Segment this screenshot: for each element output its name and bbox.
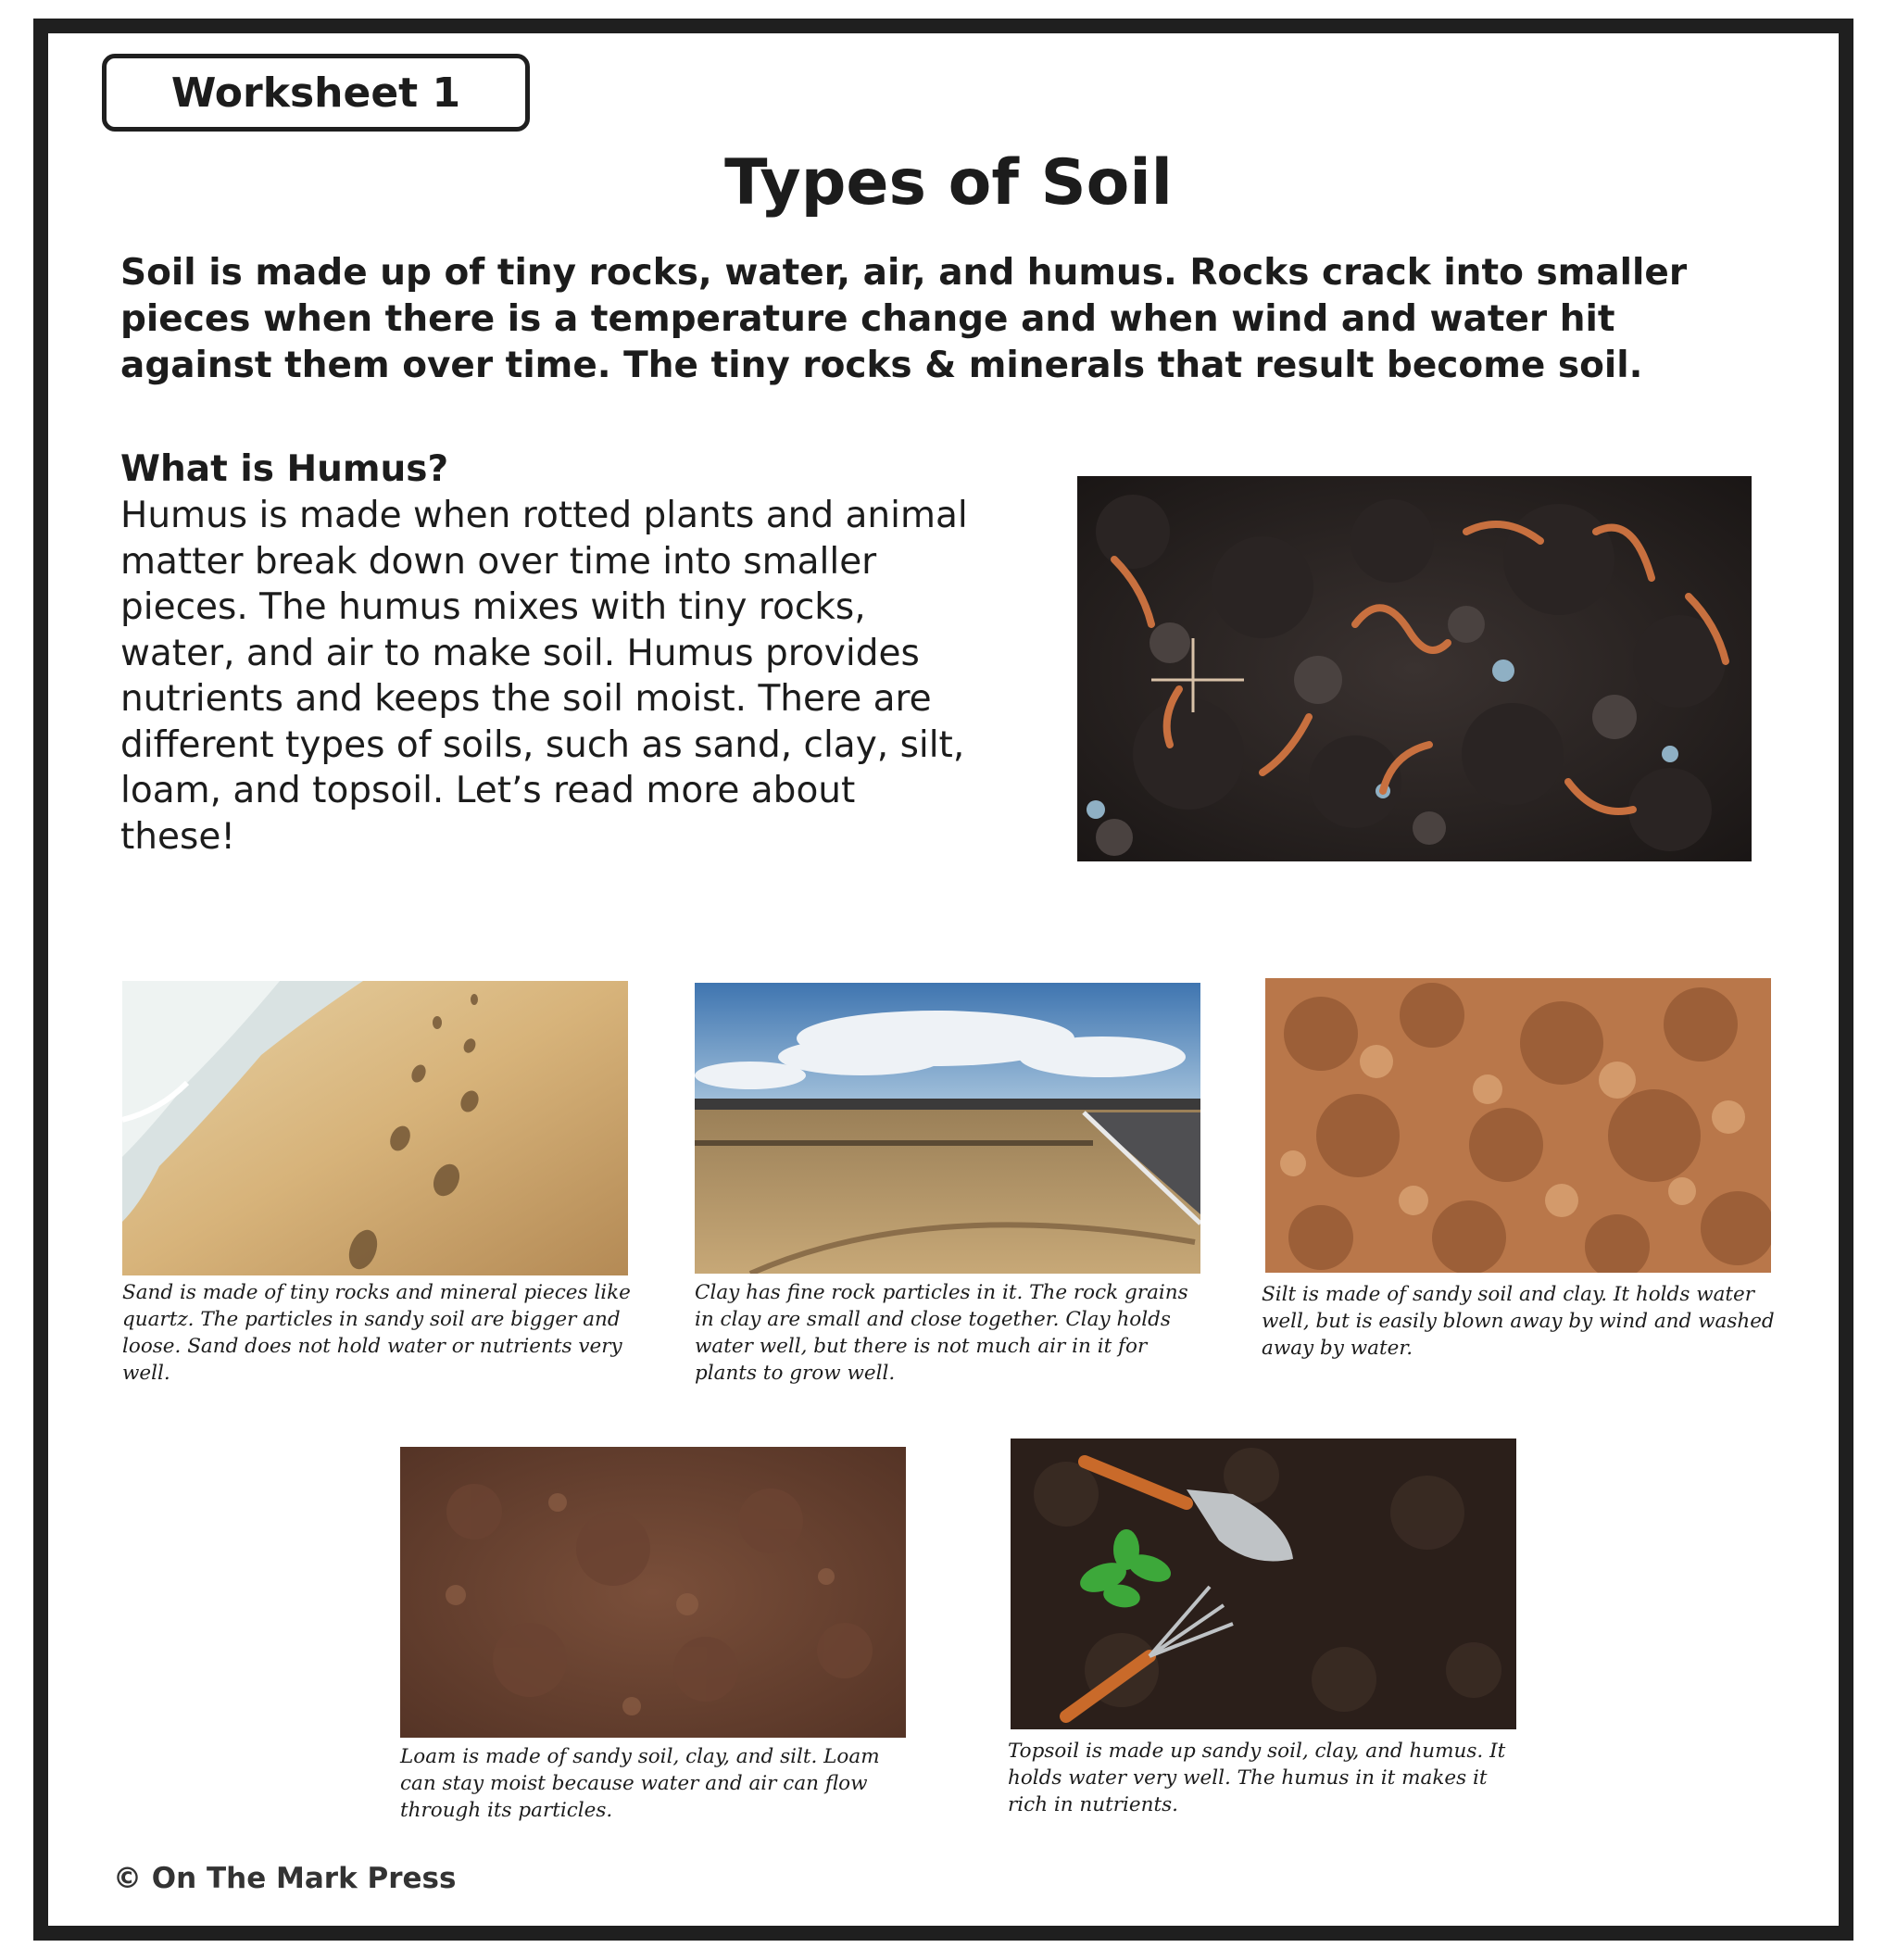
intro-paragraph: Soil is made up of tiny rocks, water, air, and humus. Rocks crack into smaller pieces when there is a temperature change and when wind and water hit against them over time. The tiny rocks & minerals that result become soil. xyxy=(120,252,1688,386)
page-title: Types of Soil xyxy=(724,146,1173,220)
topsoil-photo xyxy=(1011,1439,1516,1729)
loam-photo xyxy=(400,1447,906,1738)
sand-photo xyxy=(122,981,628,1275)
topsoil-caption: Topsoil is made up sandy soil, clay, and humus. It holds water very well. The humus in it makes it rich in nutrients. xyxy=(1008,1740,1506,1816)
clay-photo xyxy=(695,983,1200,1274)
silt-caption: Silt is made of sandy soil and clay. It holds water well, but is easily blown away by wind and washed away by water. xyxy=(1262,1283,1775,1360)
humus-worms-photo xyxy=(1077,476,1752,861)
loam-caption: Loam is made of sandy soil, clay, and silt. Loam can stay moist because water and air can flow through its particles. xyxy=(400,1745,880,1822)
sand-caption: Sand is made of tiny rocks and mineral pieces like quartz. The particles in sandy soil are bigger and loose. Sand does not hold water or nutrients very well. xyxy=(122,1281,631,1385)
clay-caption: Clay has fine rock particles in it. The rock grains in clay are small and close together. Clay holds water well, but there is not much air in it for plants to grow well. xyxy=(695,1281,1188,1385)
copyright-footer: © On The Mark Press xyxy=(113,1862,457,1895)
silt-photo xyxy=(1265,978,1771,1273)
humus-paragraph: Humus is made when rotted plants and animal matter break down over time into smaller pieces. The humus mixes with tiny rocks, water, and air to make soil. Humus provides nutrients and keeps the soil moist. There are different types of soils, such as sand, clay, silt, loam, and topsoil. Let’s read more about these! xyxy=(120,495,968,858)
humus-heading: What is Humus? xyxy=(120,448,449,490)
worksheet-badge: Worksheet 1 xyxy=(102,54,530,132)
